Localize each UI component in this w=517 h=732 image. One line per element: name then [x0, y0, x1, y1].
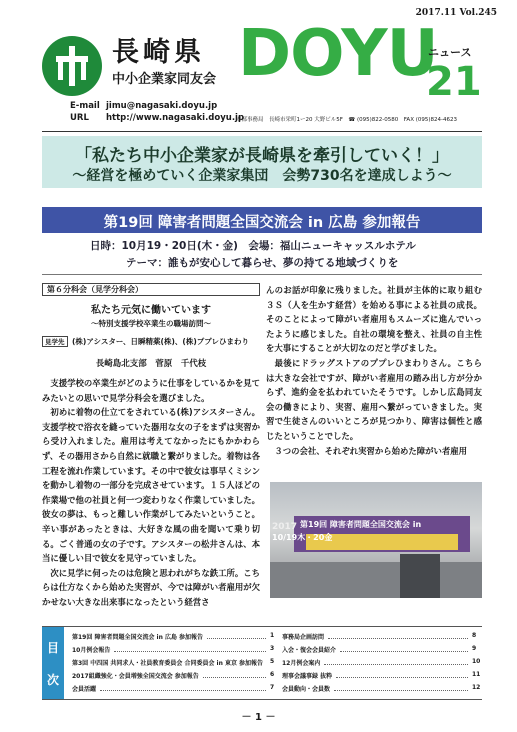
slogan-line-1: 「私たち中小企業家が長崎県を牽引していく！」: [75, 146, 449, 166]
toc-item-title[interactable]: 2017組織強化・会員増強全国交流会 参加報告: [72, 673, 199, 680]
page-number: － 1 －: [241, 712, 276, 723]
right-column-text: [266, 283, 482, 458]
email-link[interactable]: jimu@nagasaki.doyu.jp: [106, 101, 218, 111]
table-of-contents: [42, 626, 482, 700]
toc-leader: [336, 677, 468, 678]
toc-item-page: 6: [270, 671, 275, 678]
url-label: URL: [70, 113, 89, 123]
session-label: 第６分科会（見学分科会）: [42, 283, 260, 296]
toc-item-page: 9: [472, 645, 477, 652]
paragraph: 支援学校の卒業生がどのように仕事をしているかを見てみたいとの思いで見学分科会を選びました。: [42, 378, 260, 403]
news-number: 21: [426, 59, 482, 105]
toc-leader: [328, 638, 468, 639]
paragraph: ３つの会社、それぞれ実習から始めた障がい者雇用: [266, 445, 467, 456]
toc-label-bottom: 次: [46, 673, 59, 687]
toc-item-page: 8: [472, 632, 477, 639]
visit-tag: 見学先: [42, 336, 68, 347]
photo-year: 2017: [272, 522, 298, 532]
paragraph: 次に見学に伺ったのは危険と思われがちな鉄工所。こちらは仕方なくから始めた実習が、今では障がい者雇用が欠かせない大きな出来事になったという経営さ: [42, 567, 260, 607]
article-divider: [42, 274, 482, 275]
paragraph: 最後にドラッグストアのププレひまわりさん。こちらは大きな会社ですが、障がい者雇用の踏み出し方が分からず、進約金を払われていたそうです。しかし広島同友会の働きにより、実習、雇用へ繋がっていきました。実習で生徒さんのいいところが見つかり、障害は個性と感じたということでした。: [266, 357, 482, 441]
toc-item-title[interactable]: 理事会議事録 抜粋: [282, 673, 333, 680]
photo-floor: [270, 562, 482, 598]
org-subname: 中小企業家同友会: [112, 72, 217, 87]
article-title-bar: [42, 207, 482, 233]
paragraph: んのお話が印象に残りました。社員が主体的に取り組む３Ｓ（人を生かす経営）を始める事による社員の成長。そのことによって障がい者雇用もスムーズに進んでいったように感じました。自社の環境を整え、社員の自主性を大事にすることが大切なのだと学びました。: [266, 285, 482, 354]
toc-label-top: 目: [46, 641, 59, 655]
toc-leader: [207, 638, 266, 639]
report-title: 私たち元気に働いています: [91, 305, 211, 316]
toc-item-page: 5: [270, 658, 275, 665]
toc-item-page: 12: [472, 684, 481, 691]
article-date-venue: 日時：10月19・20日(木・金) 会場：福山ニューキャッスルホテル: [90, 240, 416, 252]
left-column-text: [42, 376, 260, 610]
toc-item-title[interactable]: 入会・復会会員紹介: [282, 647, 337, 654]
photo-date: 10/19木・20金: [272, 533, 333, 542]
photo-door: [400, 554, 440, 598]
toc-item-title[interactable]: 第19回 障害者問題全国交流会 in 広島 参加報告: [72, 634, 204, 641]
article-title: 第19回 障害者問題全国交流会 in 広島 参加報告: [103, 215, 421, 231]
toc-item-page: 11: [472, 671, 481, 678]
toc-item-title[interactable]: 会員活躍: [72, 686, 97, 693]
toc-leader: [114, 651, 266, 652]
contact-block: [70, 100, 244, 124]
toc-item-title[interactable]: 12月例会案内: [282, 660, 321, 667]
photo-heading: 第19回 障害者問題全国交流会 in: [300, 520, 422, 529]
toc-leader: [340, 651, 468, 652]
slogan-banner: [42, 136, 482, 188]
toc-item-title[interactable]: 会員動向・会員数: [282, 686, 331, 693]
toc-item-page: 10: [472, 658, 481, 665]
toc-leader: [324, 664, 468, 665]
brand-title: DOYU: [238, 17, 438, 91]
news-label: ニュース: [428, 46, 472, 59]
header-divider: [42, 131, 482, 132]
issue-number: 2017.11 Vol.245: [415, 8, 497, 18]
article-theme: テーマ：誰もが安心して暮らせ、夢の持てる地域づくりを: [126, 257, 399, 269]
url-link[interactable]: http://www.nagasaki.doyu.jp: [106, 113, 245, 123]
toc-item-title[interactable]: 第3回 中四国 共同求人・社員教育委員会 合同委員会 in 東京 参加報告: [72, 660, 264, 667]
event-photo: [270, 482, 482, 598]
report-subtitle: ～特別支援学校卒業生の職場訪問～: [91, 319, 211, 328]
slogan-line-2: ～経営を極めていく企業家集団 会勢730名を達成しよう～: [72, 168, 452, 184]
toc-item-page: 7: [270, 684, 275, 691]
paragraph: 初めに着物の仕立てをされている(株)アシスターさん。支援学校で浴衣を縫っていた器用な女の子をまずは実習から受け入れました。雇用は考えてなかったにもかかわらず、その器用さから自然に就職と繋がりました。着物は各工程を流れ作業しています。その中で彼女は事早くミシンを動かし着物の一部分を完成させています。１５人ほどの作業場で他の社員と何一つ変わりなく作業していました。彼女の夢は、もっと難しい作業がしてみたいということ。辛い事があったときは、大好きな風の曲を聞いて乗り切る。ごく普通の女の子です。アシスターの松井さんは、本当に優しい目で彼女を見守っていました。: [42, 407, 260, 564]
toc-item-title[interactable]: 事務局企画訪問: [282, 634, 325, 641]
email-label: E-mail: [70, 101, 100, 111]
toc-item-page: 1: [270, 632, 275, 639]
report-author: 長崎島北支部 菅原 千代枝: [95, 359, 207, 369]
toc-leader: [100, 690, 266, 691]
toc-item-page: 3: [270, 645, 275, 652]
toc-label: [42, 627, 64, 699]
org-logo-icon: [42, 36, 102, 96]
toc-item-title[interactable]: 10月例会報告: [72, 647, 111, 654]
toc-leader: [203, 677, 266, 678]
office-address: 本部事務局 長崎市栄町1ー20 大野ビル5F ☎ (095)822-0580 FAX (095)824-4623: [236, 117, 457, 123]
toc-leader: [334, 690, 468, 691]
visit-destinations: (株)アシスター、日瞬精薬(株)、(株)ププレひまわり: [72, 337, 249, 346]
org-name: 長崎県: [112, 37, 205, 68]
